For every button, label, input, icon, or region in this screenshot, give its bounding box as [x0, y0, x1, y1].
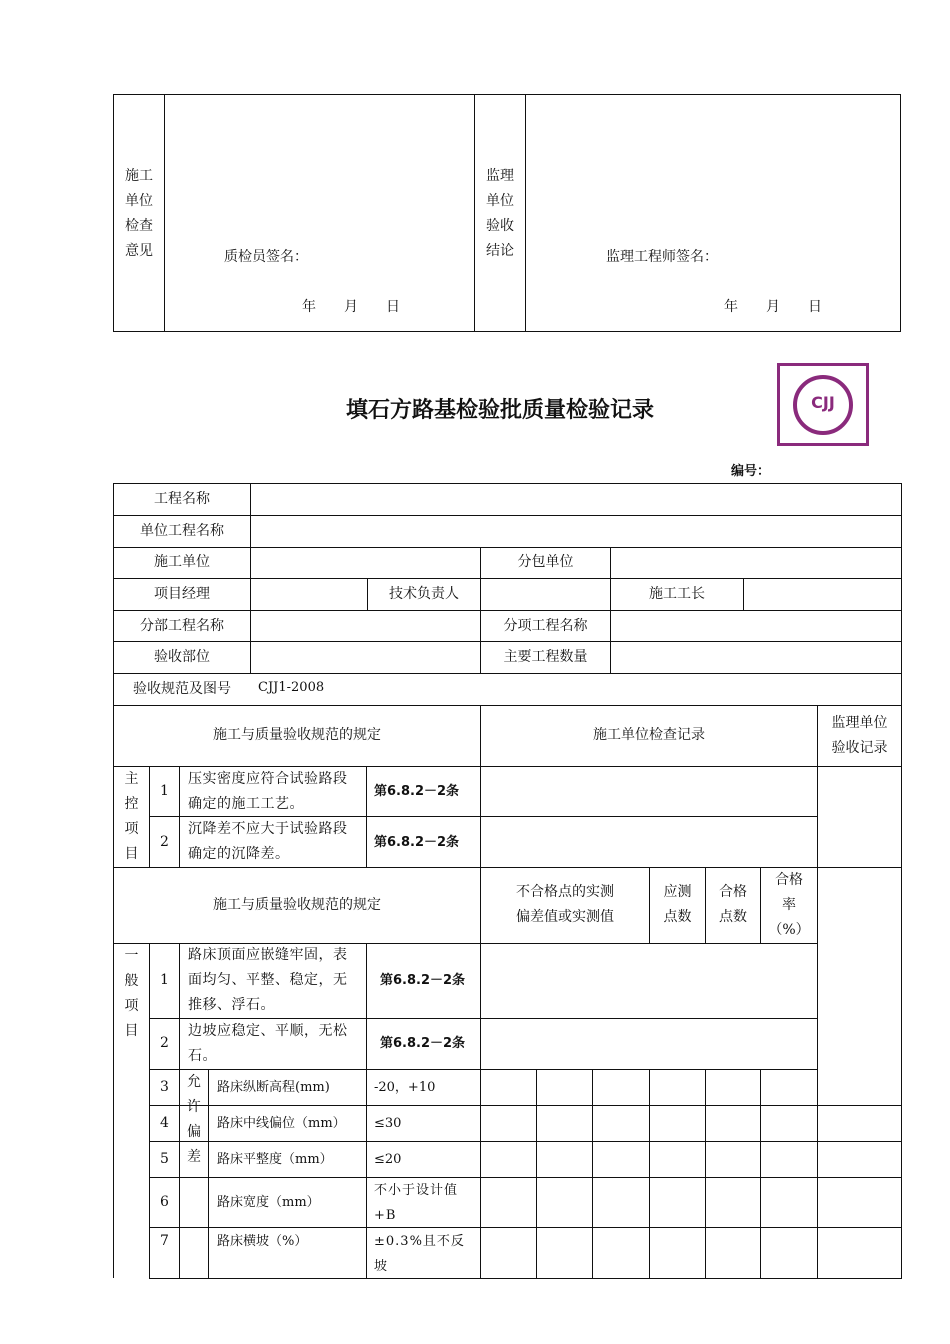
contractor-label: 施工单位	[154, 554, 210, 570]
tolerance-no: 5	[160, 1151, 169, 1167]
inspector-signature-label: 质检员签名：	[224, 249, 308, 265]
main-item-text: 沉降差不应大于试验路段确定的沉降差。	[188, 821, 348, 862]
tolerance-item: 路床中线偏位（mm）	[217, 1116, 346, 1131]
unit-project-label: 单位工程名称	[140, 523, 224, 539]
project-manager-label: 项目经理	[154, 586, 210, 602]
pass-rate-header: 合格 率 （%）	[768, 872, 810, 938]
tolerance-item: 路床平整度（mm）	[217, 1152, 333, 1167]
rules-header: 施工与质量验收规范的规定	[213, 727, 381, 743]
date-left: 年 月 日	[302, 299, 400, 315]
main-item-no: 1	[160, 783, 169, 799]
spec-label: 验收规范及图号	[133, 681, 231, 697]
division-label: 分部工程名称	[140, 618, 224, 634]
tolerance-no: 7	[160, 1233, 169, 1249]
points-header: 应测 点数	[663, 884, 692, 925]
tolerance-no: 4	[160, 1115, 169, 1131]
tolerance-item: 路床纵断高程(mm)	[217, 1080, 330, 1095]
pass-points-header: 合格 点数	[719, 884, 747, 925]
quantity-label: 主要工程数量	[503, 649, 588, 665]
main-item-clause: 第6.8.2－2条	[374, 835, 460, 850]
subitem-label: 分项工程名称	[503, 618, 588, 634]
general-item-clause: 第6.8.2－2条	[380, 973, 466, 988]
general-item-no: 2	[160, 1035, 169, 1051]
general-items-label: 一 般 项 目	[124, 948, 139, 1039]
tolerance-value: 不小于设计值+B	[374, 1183, 459, 1223]
supervisor-record-header: 监理单位 验收记录	[831, 715, 888, 756]
page-title: 填石方路基检验批质量检验记录	[345, 398, 654, 423]
tolerance-value: -20，+10	[374, 1080, 436, 1095]
spec-value: CJJ1-2008	[258, 680, 325, 695]
foreman-label: 施工工长	[649, 586, 705, 602]
engineer-signature-label: 监理工程师签名：	[606, 249, 718, 265]
rules-header-2: 施工与质量验收规范的规定	[213, 897, 381, 913]
cjj-logo	[777, 363, 869, 446]
subcontractor-label: 分包单位	[517, 554, 574, 570]
main-item-no: 2	[160, 834, 169, 850]
general-item-text: 边坡应稳定、平顺，无松石。	[188, 1023, 348, 1064]
logo-text: CJJ	[811, 393, 835, 412]
tolerance-label: 允 许 偏 差	[187, 1074, 201, 1165]
contractor-record-header: 施工单位检查记录	[593, 727, 705, 743]
date-right: 年 月 日	[724, 299, 822, 315]
general-item-no: 1	[160, 972, 169, 988]
tolerance-no: 3	[160, 1079, 169, 1095]
project-name-label: 工程名称	[154, 491, 210, 507]
general-item-text: 路床顶面应嵌缝牢固，表面均匀、平整、稳定，无推移、浮石。	[188, 947, 348, 1013]
supervisor-conclusion-label: 监理 单位 验收 结论	[486, 168, 514, 259]
tolerance-value: ≤30	[374, 1116, 402, 1131]
logo-ring-icon	[793, 375, 853, 435]
tolerance-no: 6	[160, 1194, 169, 1210]
location-label: 验收部位	[154, 649, 210, 665]
deviation-header: 不合格点的实测 偏差值或实测值	[516, 884, 614, 925]
tolerance-value: ±0.3%且不反坡	[374, 1234, 465, 1274]
main-item-clause: 第6.8.2－2条	[374, 784, 460, 799]
tolerance-value: ≤20	[374, 1152, 402, 1167]
tolerance-item: 路床横坡（%）	[217, 1234, 308, 1249]
tech-lead-label: 技术负责人	[389, 586, 459, 602]
main-item-text: 压实密度应符合试验路段确定的施工工艺。	[188, 771, 348, 812]
contractor-opinion-label: 施工 单位 检查 意见	[125, 168, 153, 259]
tolerance-item: 路床宽度（mm）	[217, 1195, 320, 1210]
main-control-label: 主 控 项 目	[124, 771, 139, 862]
general-item-clause: 第6.8.2－2条	[380, 1036, 466, 1051]
serial-number-label: 编号：	[731, 464, 771, 479]
